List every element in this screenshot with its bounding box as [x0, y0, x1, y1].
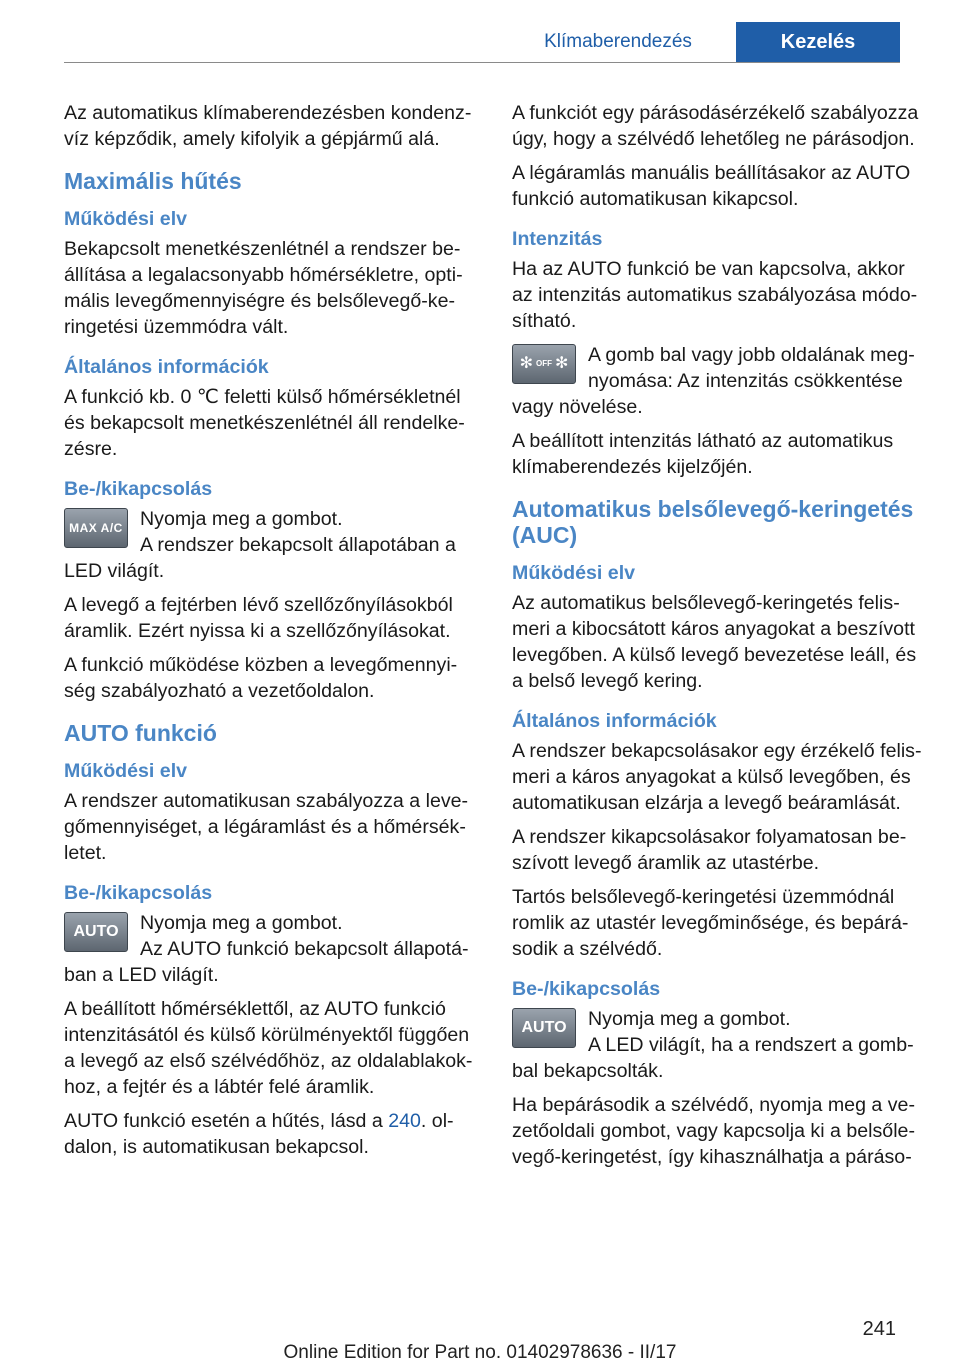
auc-instruction — [512, 1006, 928, 1084]
auc-general-paragraph-3: Tartós belsőlevegő-keringetési üzemmódnál romlik az utastér levegőminősége, és bepárá-sodik a szélvédő. — [512, 886, 909, 960]
right-column — [512, 100, 928, 1178]
max-ac-instruction — [64, 506, 480, 584]
page-header — [0, 0, 960, 62]
auto-paragraph-1: A beállított hőmérséklettől, az AUTO funkció intenzitásától és külső körülményektől függően a levegő az első szélvédőhöz, az oldalablakok-hoz, a fejtér és a lábtér felé áramlik. — [64, 998, 473, 1098]
right-paragraph-1: A funkciót egy párásodásérzékelő szabályozza úgy, hogy a szélvédő lehetőleg ne párásodjon. — [512, 102, 919, 150]
auc-general-paragraph-2: A rendszer kikapcsolásakor folyamatosan be-szívott levegő áramlik az utastérbe. — [512, 826, 907, 874]
intro-paragraph: Az automatikus klímaberendezésben kondenz-víz képződik, amely kifolyik a gépjármű alá. — [64, 102, 472, 150]
auto-principle-text: A rendszer automatikusan szabályozza a leve-gőmennyiséget, a légáramlást és a hőmérsék-letet. — [64, 790, 469, 864]
max-ac-button-icon: MAX A/C — [64, 508, 128, 548]
intensity-button-text: A gomb bal vagy jobb oldalának meg-nyomása: Az intenzitás csökkentése vagy növelése. — [512, 344, 915, 418]
fan-intensity-button-icon — [512, 344, 576, 384]
max-cooling-principle-heading: Működési elv — [64, 208, 188, 230]
max-ac-step-1: Nyomja meg a gombot. — [140, 508, 343, 530]
auto-button-icon: AUTO — [64, 912, 128, 952]
page-number: 241 — [862, 1318, 896, 1340]
header-divider — [64, 62, 900, 63]
max-cooling-title: Maximális hűtés — [64, 168, 242, 194]
auto-paragraph-2 — [64, 1108, 480, 1160]
max-cooling-onoff-heading: Be-/kikapcsolás — [64, 478, 213, 500]
auto-paragraph-2-start: AUTO funkció esetén a hűtés, lásd a — [64, 1110, 389, 1132]
auto-step-2: Az AUTO funkció bekapcsolt állapotá-ban a LED világít. — [64, 938, 469, 986]
intensity-instruction — [512, 342, 928, 420]
intensity-text: Ha az AUTO funkció be van kapcsolva, akkor az intenzitás automatikus szabályozása módo-sítható. — [512, 258, 918, 332]
auc-step-1: Nyomja meg a gombot. — [588, 1008, 791, 1030]
edition-note: Online Edition for Part no. 01402978636 - II/17 — [283, 1342, 677, 1363]
max-cooling-paragraph-2: A funkció működése közben a levegőmennyi-ség szabályozható a vezetőoldalon. — [64, 654, 458, 702]
chapter-tab[interactable]: Kezelés — [736, 22, 900, 62]
max-cooling-general-heading: Általános információk — [64, 356, 269, 378]
max-cooling-principle-text: Bekapcsolt menetkészenlétnél a rendszer be-állítása a legalacsonyabb hőmérsékletre, opti-mális levegőmennyiségre és belsőlevegő-ke-ringetési üzemmódra vált. — [64, 238, 463, 338]
auc-principle-text: Az automatikus belsőlevegő-keringetés felis-meri a kibocsátott káros anyagokat a beszívott levegőben. A külső levegő bevezetése leáll, és a belső levegő kering. — [512, 592, 917, 692]
auc-button-icon: AUTO — [512, 1008, 576, 1048]
right-paragraph-2: A légáramlás manuális beállításakor az AUTO funkció automatikusan kikapcsol. — [512, 162, 911, 210]
left-column — [64, 100, 480, 1168]
auc-title: Automatikus belsőlevegő-keringetés (AUC) — [512, 496, 914, 548]
auc-onoff-heading: Be-/kikapcsolás — [512, 978, 661, 1000]
auc-last-paragraph: Ha bepárásodik a szélvédő, nyomja meg a ve-zetőoldali gombot, vagy kapcsolja ki a belsőle-vegő-keringetést, így kihasználhatja a páráso- — [512, 1094, 915, 1168]
auto-function-title: AUTO funkció — [64, 720, 217, 746]
max-ac-step-2: A rendszer bekapcsolt állapotában a LED világít. — [64, 534, 456, 582]
intensity-paragraph-2: A beállított intenzitás látható az automatikus klímaberendezés kijelzőjén. — [512, 430, 894, 478]
auto-instruction — [64, 910, 480, 988]
auto-onoff-heading: Be-/kikapcsolás — [64, 882, 213, 904]
max-cooling-general-text: A funkció kb. 0 ℃ feletti külső hőmérsékletnél és bekapcsolt menetkészenlétnél áll rendelke-zésre. — [64, 386, 465, 460]
page-reference-link[interactable]: 240 — [388, 1110, 421, 1132]
auc-step-2: A LED világít, ha a rendszert a gomb-bal bekapcsolták. — [512, 1034, 914, 1082]
auc-general-heading: Általános információk — [512, 710, 717, 732]
fan-off-label: OFF — [536, 359, 552, 368]
section-tab[interactable]: Klímaberendezés — [544, 31, 692, 52]
intensity-heading: Intenzitás — [512, 228, 603, 250]
auto-principle-heading: Működési elv — [64, 760, 188, 782]
auto-step-1: Nyomja meg a gombot. — [140, 912, 343, 934]
auc-principle-heading: Működési elv — [512, 562, 636, 584]
auc-general-paragraph-1: A rendszer bekapcsolásakor egy érzékelő felis-meri a káros anyagokat a külső levegőben, és automatikusan elzárja a levegő beáramlását. — [512, 740, 922, 814]
fan-icon: ✻ — [519, 355, 533, 372]
fan-icon: ✻ — [555, 355, 569, 372]
max-cooling-paragraph-1: A levegő a fejtérben lévő szellőzőnyílásokból áramlik. Ezért nyissa ki a szellőzőnyílásokat. — [64, 594, 453, 642]
auto-paragraph-2-end: . ol-dalon, is automatikusan bekapcsol. — [64, 1110, 454, 1158]
